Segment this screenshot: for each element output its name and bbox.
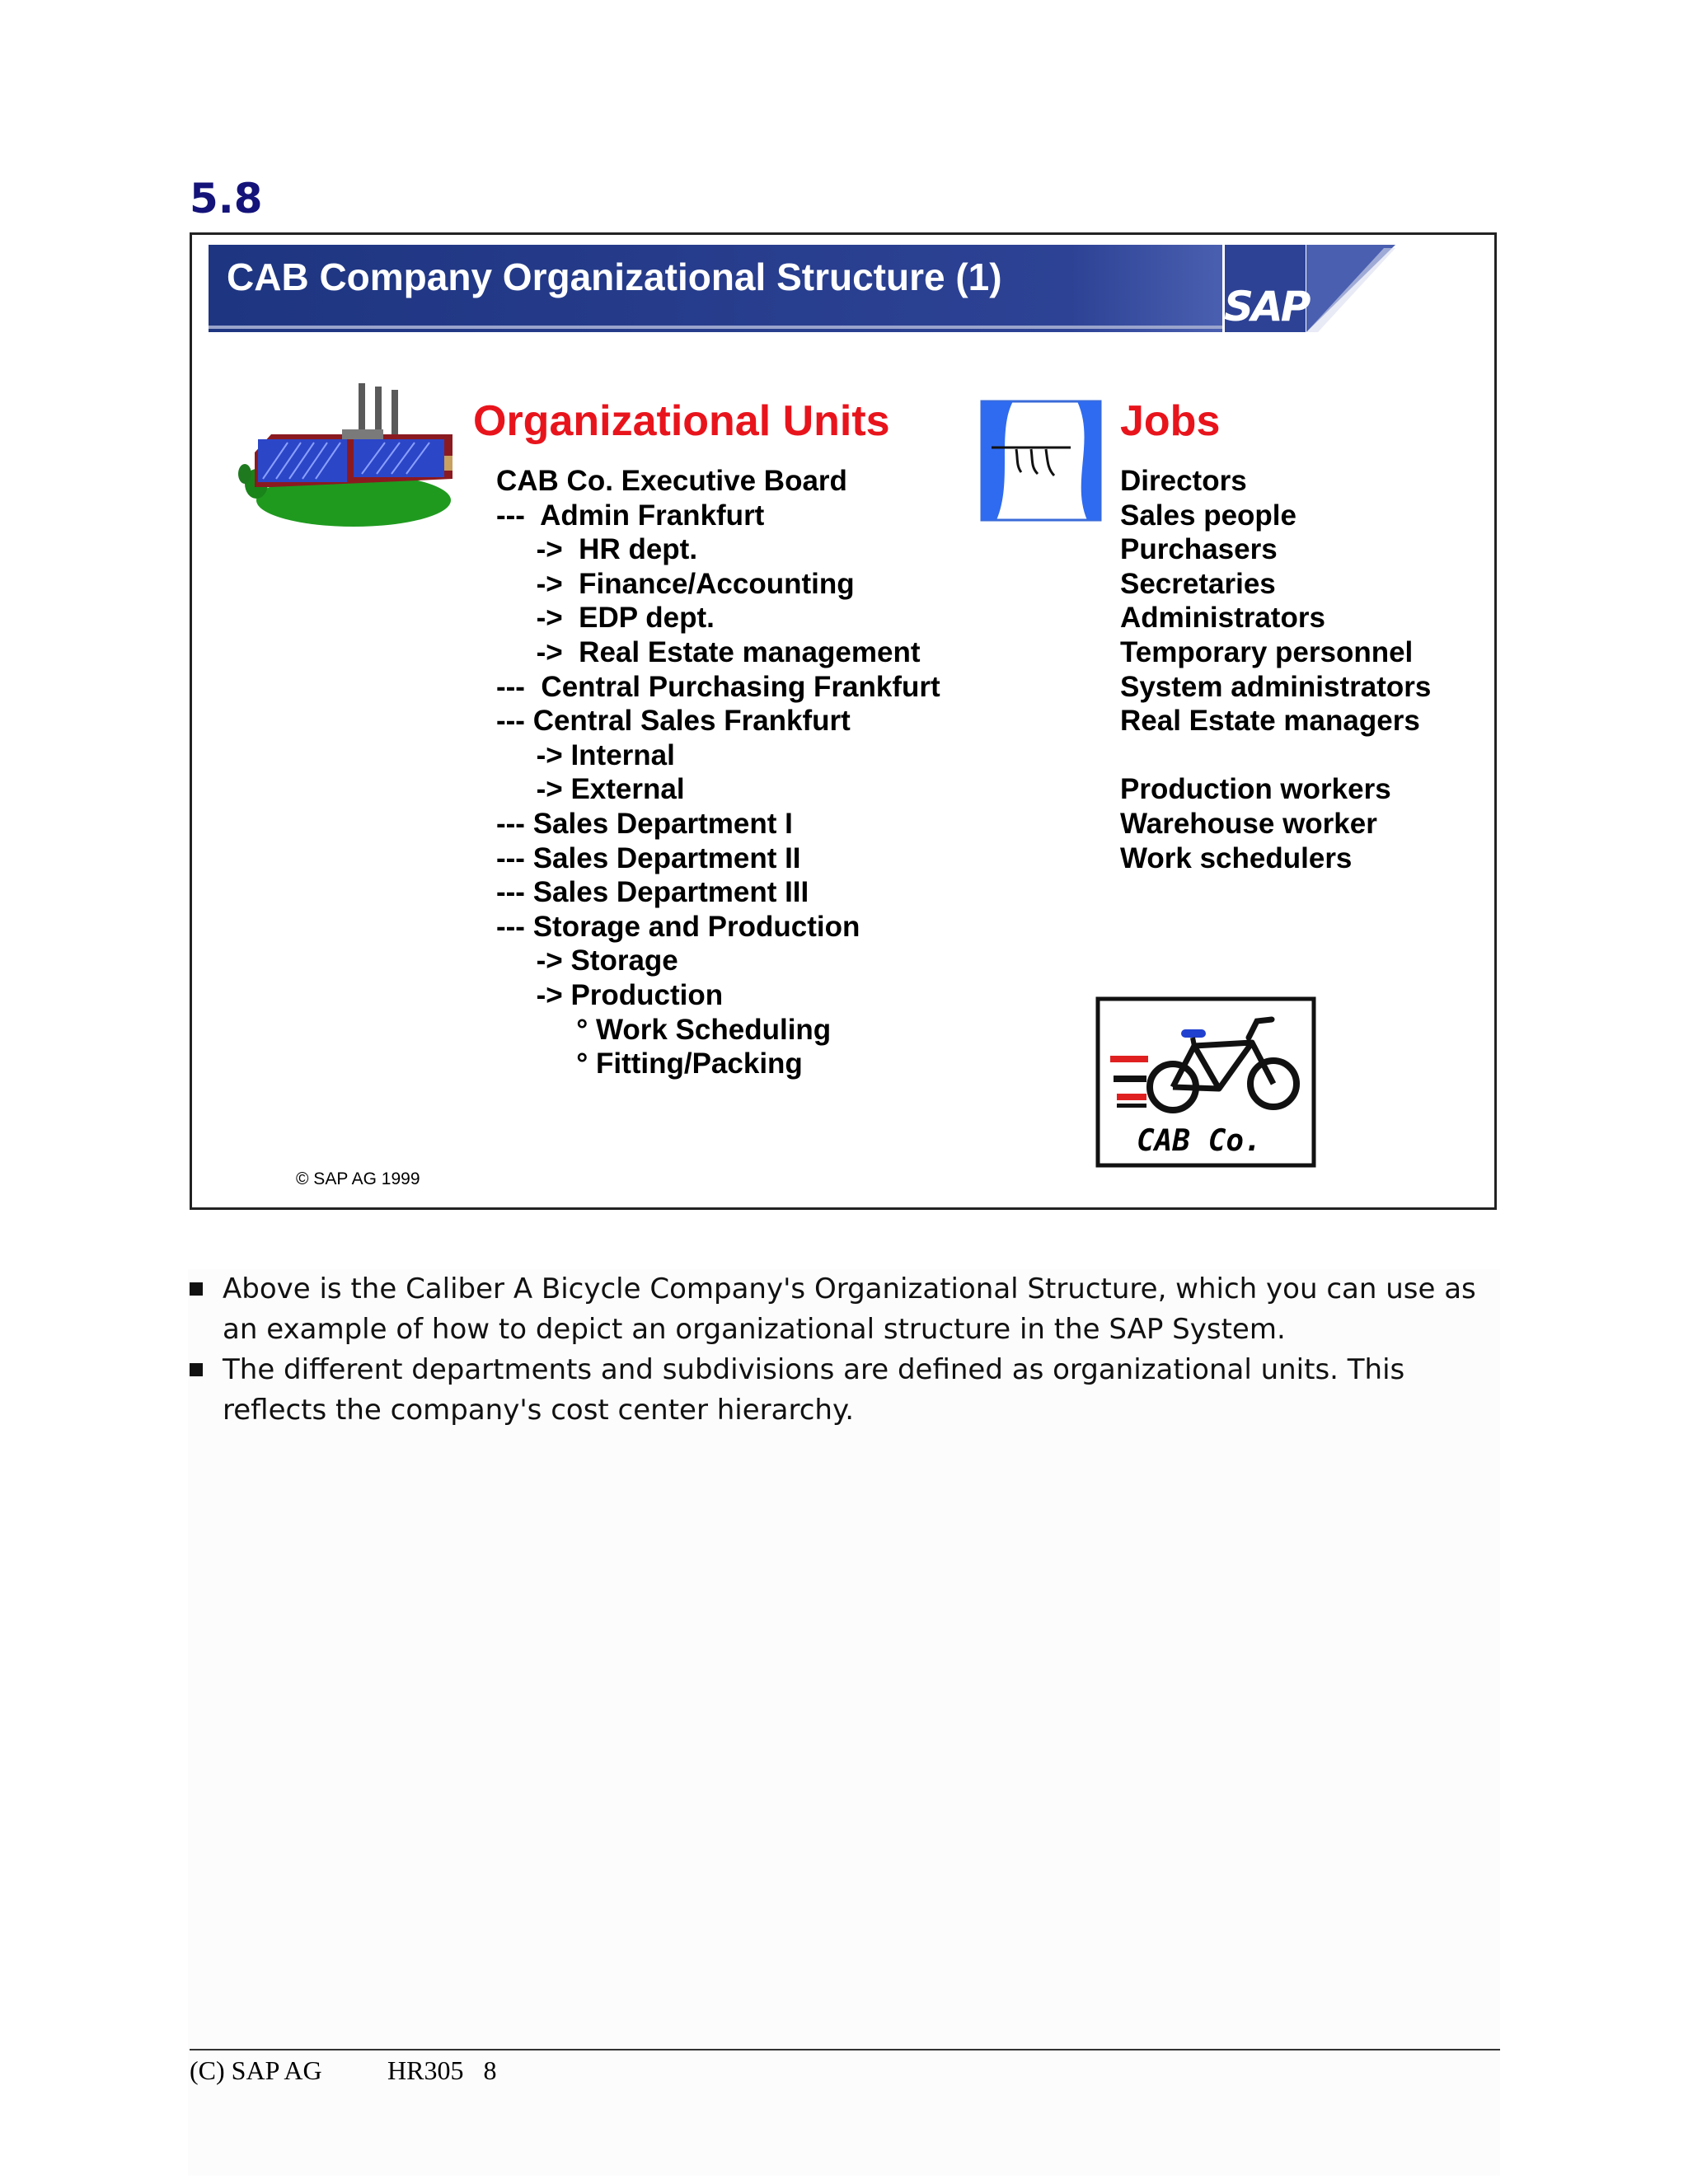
bullet-square-icon	[190, 1363, 203, 1376]
slide-title: CAB Company Organizational Structure (1)	[227, 255, 1002, 298]
job-item: Real Estate managers	[1120, 705, 1420, 738]
job-item: Production workers	[1120, 773, 1391, 806]
job-item: Temporary personnel	[1120, 635, 1414, 668]
job-item: Secretaries	[1120, 567, 1276, 600]
slide	[190, 232, 1497, 1210]
org-units-list	[496, 464, 940, 1081]
org-unit-item: -> HR dept.	[496, 533, 698, 566]
org-unit-item: ° Work Scheduling	[496, 1013, 832, 1046]
jobs-list	[1120, 464, 1431, 875]
sap-logo: SAP	[1224, 283, 1309, 330]
footer-copyright: (C) SAP AG	[190, 2055, 322, 2085]
job-item: Directors	[1120, 465, 1247, 497]
bullet-text: The different departments and subdivisions are defined as organizational units. This reflects the company's cost center hierarchy.	[223, 1353, 1405, 1427]
org-unit-item: -> Finance/Accounting	[496, 567, 855, 600]
job-item: Warehouse worker	[1120, 807, 1377, 840]
org-unit-item: -> Internal	[496, 738, 675, 771]
slide-copyright: © SAP AG 1999	[296, 1169, 420, 1188]
jobs-heading: Jobs	[1120, 397, 1221, 445]
job-item: Sales people	[1120, 499, 1296, 532]
org-unit-item: -> External	[496, 773, 685, 806]
org-unit-item: --- Sales Department II	[496, 841, 801, 874]
org-unit-item: --- Central Purchasing Frankfurt	[496, 670, 940, 703]
org-unit-item: --- Sales Department I	[496, 807, 793, 840]
org-unit-item: ° Fitting/Packing	[496, 1047, 803, 1080]
bullet-list	[190, 1269, 1508, 1431]
org-unit-item: --- Central Sales Frankfurt	[496, 705, 851, 738]
org-unit-item: -> EDP dept.	[496, 602, 715, 635]
org-unit-item: --- Storage and Production	[496, 910, 860, 943]
org-unit-item: --- Sales Department III	[496, 876, 809, 909]
job-item: Work schedulers	[1120, 841, 1353, 874]
bullet-item	[190, 1269, 1508, 1350]
factory-icon	[238, 377, 462, 533]
bullet-square-icon	[190, 1282, 203, 1296]
org-units-heading: Organizational Units	[473, 397, 890, 445]
org-unit-item: CAB Co. Executive Board	[496, 465, 847, 497]
section-number: 5.8	[190, 175, 263, 223]
jobs-icon	[980, 400, 1104, 523]
job-item	[1120, 738, 1431, 773]
bullet-item	[190, 1350, 1508, 1431]
bullet-text: Above is the Caliber A Bicycle Company's Organizational Structure, which you can use as an example of how to depict an organizational structure in the SAP System.	[223, 1272, 1476, 1346]
org-unit-item: -> Real Estate management	[496, 635, 921, 668]
footer-divider	[190, 2049, 1500, 2050]
job-item: Administrators	[1120, 602, 1325, 635]
footer-course-page: HR305 8	[387, 2055, 497, 2085]
job-item: Purchasers	[1120, 533, 1278, 566]
org-unit-item: -> Production	[496, 978, 724, 1011]
company-logo-text: CAB Co.	[1137, 1124, 1262, 1158]
job-item: System administrators	[1120, 670, 1432, 703]
org-unit-item: --- Admin Frankfurt	[496, 499, 765, 532]
org-unit-item: -> Storage	[496, 944, 678, 977]
